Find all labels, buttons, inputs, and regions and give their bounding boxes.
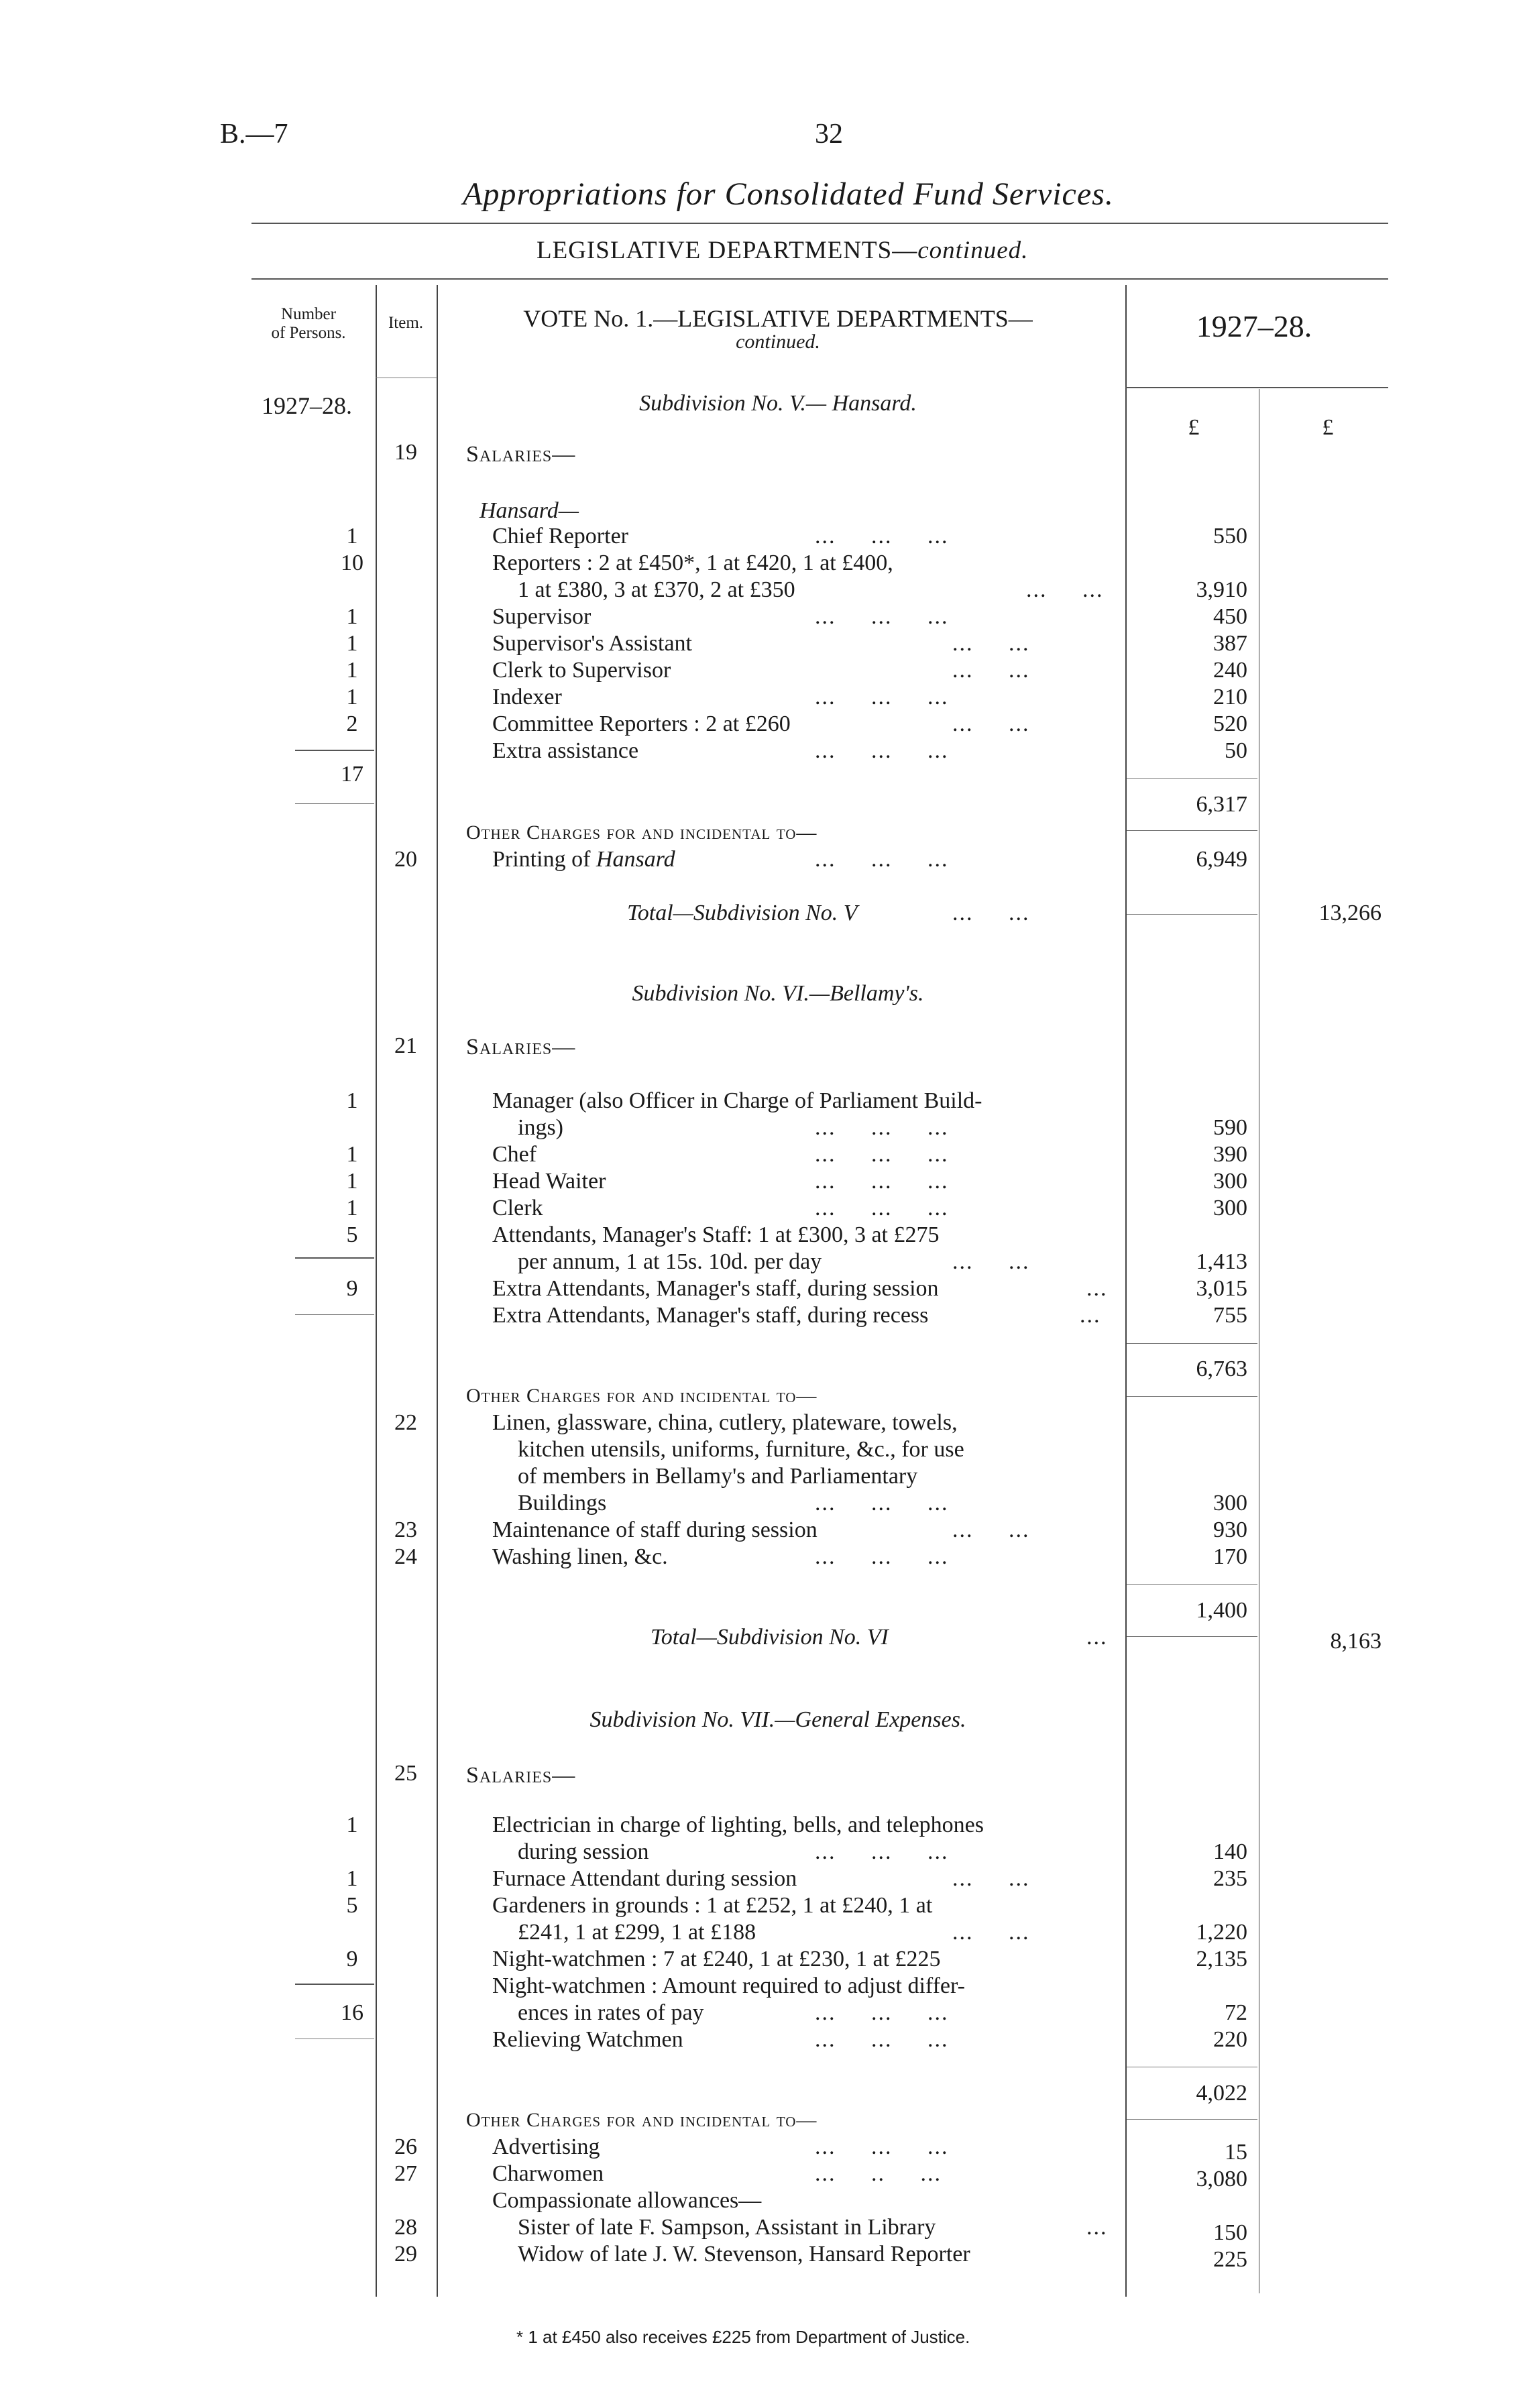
sub6-persons-rule xyxy=(295,1257,374,1259)
col-persons-header xyxy=(251,305,365,343)
leader: ... xyxy=(1009,901,1030,925)
sub7-amount-5: 72 xyxy=(1225,2000,1247,2025)
leader: ... xyxy=(1009,631,1030,656)
leader: ... xyxy=(927,524,949,549)
sub5-item-salaries: 19 xyxy=(394,440,417,465)
leader: ... xyxy=(815,738,836,763)
sub6-leader-6: ... xyxy=(1086,1276,1108,1301)
sub5-row-2b: 1 at £380, 3 at £370, 2 at £350 xyxy=(518,577,795,602)
leader: ... xyxy=(815,1544,836,1569)
leader: ... xyxy=(871,1196,893,1220)
sub5-row-1: Chief Reporter xyxy=(492,524,628,549)
sub5-salaries-total: 6,317 xyxy=(1196,792,1247,817)
leader: ... xyxy=(871,2134,893,2159)
sub6-row-1b: ings) xyxy=(518,1115,563,1140)
sub7-leader-o2 xyxy=(815,2161,942,2187)
sub5-row-7: Committee Reporters : 2 at £260 xyxy=(492,711,791,736)
sub5-total: 13,266 xyxy=(1318,901,1382,925)
sub6-persons-3: 1 xyxy=(346,1169,358,1194)
leader: ... xyxy=(1009,1517,1030,1542)
sub6-other-2-amount: 930 xyxy=(1213,1517,1247,1542)
hansard-italic: Hansard xyxy=(596,847,675,872)
sub7-persons-total: 16 xyxy=(341,2000,363,2025)
sub6-item-salaries: 21 xyxy=(394,1033,417,1058)
sub7-leader-5 xyxy=(815,2000,949,2026)
sub6-other-1-line1: Linen, glassware, china, cutlery, plateware, towels, xyxy=(492,1410,958,1435)
sub6-other-total: 1,400 xyxy=(1196,1598,1247,1623)
sub6-other-heading: Other Charges for and incidental to— xyxy=(466,1385,818,1407)
leader: ... xyxy=(1009,1920,1030,1945)
sub5-persons-3: 1 xyxy=(346,604,358,629)
sub6-leader-3 xyxy=(815,1168,949,1195)
sub6-other-1-amount: 300 xyxy=(1213,1491,1247,1515)
leader: ... xyxy=(927,1544,949,1569)
sub7-advertising: Advertising xyxy=(492,2134,600,2159)
sub5-persons-6: 1 xyxy=(346,685,358,709)
sub6-amount-4: 300 xyxy=(1213,1196,1247,1220)
leader: ... xyxy=(871,847,893,872)
sub6-leader-1 xyxy=(815,1114,949,1141)
leader: ... xyxy=(871,524,893,549)
leader: ... xyxy=(815,685,836,709)
leader: ... xyxy=(871,1491,893,1515)
sub5-amount-2: 3,910 xyxy=(1196,577,1247,602)
sub7-sampson: Sister of late F. Sampson, Assistant in Library xyxy=(518,2215,936,2240)
leader: ... xyxy=(1009,711,1030,736)
sub5-amount-3: 450 xyxy=(1213,604,1247,629)
sub5-leader-6 xyxy=(815,684,949,711)
sub7-row-1: Electrician in charge of lighting, bells, and telephones xyxy=(492,1813,984,1837)
sub6-salaries-total: 6,763 xyxy=(1196,1357,1247,1381)
sub5-persons-rule2 xyxy=(295,803,374,804)
leader: ... xyxy=(927,685,949,709)
pound-sign-total: £ xyxy=(1322,415,1334,440)
col-item-header: Item. xyxy=(388,314,424,332)
sub6-total-rule xyxy=(1127,1636,1257,1637)
sub5-group-label: Hansard— xyxy=(480,498,579,523)
sub5-printing: Printing of Hansard xyxy=(492,847,675,872)
page-number: 32 xyxy=(815,119,843,150)
sub7-row-3b: £241, 1 at £299, 1 at £188 xyxy=(518,1920,756,1945)
leader: ... xyxy=(815,847,836,872)
sub7-amount-2: 235 xyxy=(1213,1866,1247,1891)
sub5-amount-8: 50 xyxy=(1225,738,1247,763)
sub7-leader-2 xyxy=(952,1866,1030,1892)
sub5-total-label: Total—Subdivision No. V xyxy=(627,901,858,925)
sub6-leader-4 xyxy=(815,1195,949,1222)
pound-sign-amount: £ xyxy=(1188,415,1200,440)
sub6-persons-rule2 xyxy=(295,1314,374,1315)
sub6-heading: Subdivision No. VI.—Bellamy's. xyxy=(632,981,924,1006)
sub7-item-29: 29 xyxy=(394,2242,417,2267)
sub5-heading: Subdivision No. V.— Hansard. xyxy=(639,391,917,416)
sub5-salaries-rule2 xyxy=(1127,830,1257,831)
col-vote-header xyxy=(443,305,1113,352)
leader: ... xyxy=(952,1866,974,1891)
sub6-amount-7: 755 xyxy=(1213,1303,1247,1328)
sub6-total: 8,163 xyxy=(1330,1629,1382,1654)
sub7-persons-2: 1 xyxy=(346,1866,358,1891)
sub7-row-1b: during session xyxy=(518,1839,649,1864)
leader: ... xyxy=(927,1196,949,1220)
leader: ... xyxy=(815,2161,836,2186)
sub6-persons-2: 1 xyxy=(346,1142,358,1167)
persons-year: 1927–28. xyxy=(262,392,352,419)
sub5-leader-total xyxy=(952,900,1030,927)
leader: ... xyxy=(1009,658,1030,683)
sub5-amount-1: 550 xyxy=(1213,524,1247,549)
sub5-leader-8 xyxy=(815,738,949,764)
sub6-leader-7: ... xyxy=(1080,1303,1101,1328)
sub5-leader-printing xyxy=(815,846,949,873)
sub5-persons-2: 10 xyxy=(341,551,363,575)
sub7-amount-3: 1,220 xyxy=(1196,1920,1247,1945)
sub6-other-1-line3: of members in Bellamy's and Parliamentary xyxy=(518,1464,918,1489)
sub7-leader-3 xyxy=(952,1919,1030,1946)
sub6-total-label: Total—Subdivision No. VI xyxy=(651,1625,889,1650)
leader: ... xyxy=(952,1920,974,1945)
sub7-row-2: Furnace Attendant during session xyxy=(492,1866,797,1891)
sub6-item-23: 23 xyxy=(394,1517,417,1542)
leader: ... xyxy=(871,604,893,629)
document-reference: B.—7 xyxy=(220,119,288,150)
table-top-rule xyxy=(251,278,1388,280)
sub5-row-5: Clerk to Supervisor xyxy=(492,658,671,683)
sub6-amount-5: 1,413 xyxy=(1196,1249,1247,1274)
sub5-persons-1: 1 xyxy=(346,524,358,549)
page-subtitle xyxy=(537,236,1028,265)
leader: ... xyxy=(927,1491,949,1515)
sub7-stevenson-amount: 225 xyxy=(1213,2247,1247,2272)
sub7-item-27: 27 xyxy=(394,2161,417,2186)
leader: ... xyxy=(952,631,974,656)
leader: ... xyxy=(815,2027,836,2052)
sub7-sampson-amount: 150 xyxy=(1213,2220,1247,2245)
leader: ... xyxy=(871,1544,893,1569)
sub6-other-3: Washing linen, &c. xyxy=(492,1544,668,1569)
sub7-persons-4: 9 xyxy=(346,1947,358,1971)
sub5-persons-total: 17 xyxy=(341,762,363,787)
leader: ... xyxy=(952,1517,974,1542)
leader: ... xyxy=(1009,1866,1030,1891)
sub6-amount-1: 590 xyxy=(1213,1115,1247,1140)
sub6-item-22: 22 xyxy=(394,1410,417,1435)
leader: ... xyxy=(952,658,974,683)
leader: ... xyxy=(952,711,974,736)
sub6-persons-4: 1 xyxy=(346,1196,358,1220)
sub5-leader-1 xyxy=(815,523,949,550)
sub5-amount-5: 240 xyxy=(1213,658,1247,683)
col-year-header: 1927–28. xyxy=(1196,309,1312,343)
sub7-persons-1: 1 xyxy=(346,1813,358,1837)
sub7-amount-1: 140 xyxy=(1213,1839,1247,1864)
leader: .. xyxy=(871,2161,885,2186)
sub5-salaries-rule xyxy=(1127,778,1257,779)
sub7-charwomen: Charwomen xyxy=(492,2161,604,2186)
sub6-item-24: 24 xyxy=(394,1544,417,1569)
sub6-leader-o1 xyxy=(815,1490,949,1517)
leader: ... xyxy=(815,1142,836,1167)
leader: ... xyxy=(927,1839,949,1864)
leader: ... xyxy=(815,1491,836,1515)
sub6-row-1: Manager (also Officer in Charge of Parliament Build- xyxy=(492,1088,982,1113)
year-header-rule xyxy=(1125,387,1388,388)
sub7-item-salaries: 25 xyxy=(394,1761,417,1786)
sub5-persons-rule xyxy=(295,750,374,751)
footnote: * 1 at £450 also receives £225 from Department of Justice. xyxy=(516,2327,970,2347)
sub7-row-4: Night-watchmen : 7 at £240, 1 at £230, 1 at £225 xyxy=(492,1947,941,1971)
subtitle-main: LEGISLATIVE DEPARTMENTS— xyxy=(537,237,918,264)
sub6-row-3: Head Waiter xyxy=(492,1169,606,1194)
sub6-other-3-amount: 170 xyxy=(1213,1544,1247,1569)
sub5-row-6: Indexer xyxy=(492,685,562,709)
sub7-leader-c1: ... xyxy=(1086,2215,1108,2240)
sub6-other-1-line2: kitchen utensils, uniforms, furniture, &c., for use xyxy=(518,1437,964,1462)
sub5-row-2: Reporters : 2 at £450*, 1 at £420, 1 at £400, xyxy=(492,551,893,575)
sub6-row-7: Extra Attendants, Manager's staff, during recess xyxy=(492,1303,929,1328)
sub5-persons-7: 2 xyxy=(346,711,358,736)
sub7-charwomen-amount: 3,080 xyxy=(1196,2167,1247,2191)
sub6-salaries-rule2 xyxy=(1127,1396,1257,1397)
sub7-salaries-label: Salaries— xyxy=(466,1763,576,1788)
sub7-persons-3: 5 xyxy=(346,1893,358,1918)
rule-desc-amount xyxy=(1125,285,1127,2297)
title-rule xyxy=(251,223,1388,224)
sub5-leader-2 xyxy=(1026,577,1104,604)
sub7-item-26: 26 xyxy=(394,2134,417,2159)
leader: ... xyxy=(927,738,949,763)
leader: ... xyxy=(927,847,949,872)
leader: ... xyxy=(1009,1249,1030,1274)
leader: ... xyxy=(815,2134,836,2159)
sub7-row-6: Relieving Watchmen xyxy=(492,2027,683,2052)
page-title: Appropriations for Consolidated Fund Services. xyxy=(463,176,1114,212)
sub5-amount-6: 210 xyxy=(1213,685,1247,709)
sub7-leader-o1 xyxy=(815,2134,949,2161)
sub7-item-28: 28 xyxy=(394,2215,417,2240)
sub6-persons-total: 9 xyxy=(346,1276,358,1301)
leader: ... xyxy=(1082,577,1104,602)
sub7-salaries-rule2 xyxy=(1127,2119,1257,2120)
sub5-persons-4: 1 xyxy=(346,631,358,656)
leader: ... xyxy=(871,1839,893,1864)
leader: ... xyxy=(815,1839,836,1864)
sub6-other-rule xyxy=(1127,1584,1257,1585)
sub7-stevenson: Widow of late J. W. Stevenson, Hansard Reporter xyxy=(518,2242,970,2267)
sub5-row-4: Supervisor's Assistant xyxy=(492,631,692,656)
leader: ... xyxy=(927,1115,949,1140)
leader: ... xyxy=(952,901,974,925)
leader: ... xyxy=(871,685,893,709)
leader: ... xyxy=(952,1249,974,1274)
sub5-row-8: Extra assistance xyxy=(492,738,639,763)
sub5-row-3: Supervisor xyxy=(492,604,592,629)
sub6-row-5b: per annum, 1 at 15s. 10d. per day xyxy=(518,1249,822,1274)
leader: ... xyxy=(871,738,893,763)
sub5-amount-4: 387 xyxy=(1213,631,1247,656)
sub6-amount-2: 390 xyxy=(1213,1142,1247,1167)
sub6-other-2: Maintenance of staff during session xyxy=(492,1517,818,1542)
leader: ... xyxy=(815,524,836,549)
sub7-compassionate: Compassionate allowances— xyxy=(492,2188,762,2213)
leader: ... xyxy=(871,1142,893,1167)
sub5-item-printing: 20 xyxy=(394,847,417,872)
sub5-amount-7: 520 xyxy=(1213,711,1247,736)
sub7-persons-rule xyxy=(295,1984,374,1985)
sub6-other-1-line4: Buildings xyxy=(518,1491,607,1515)
leader: ... xyxy=(927,1169,949,1194)
leader: ... xyxy=(815,1196,836,1220)
vote-line1: VOTE No. 1.—LEGISLATIVE DEPARTMENTS— xyxy=(523,305,1033,332)
sub6-row-6: Extra Attendants, Manager's staff, during session xyxy=(492,1276,939,1301)
sub7-heading: Subdivision No. VII.—General Expenses. xyxy=(589,1707,966,1732)
sub7-row-5: Night-watchmen : Amount required to adjust differ- xyxy=(492,1973,965,1998)
sub5-salaries-label: Salaries— xyxy=(466,442,576,467)
leader: ... xyxy=(920,2161,942,2186)
leader: ... xyxy=(815,2000,836,2025)
sub6-leader-total: ... xyxy=(1086,1625,1108,1650)
sub5-other-heading: Other Charges for and incidental to— xyxy=(466,821,818,844)
sub6-row-5: Attendants, Manager's Staff: 1 at £300, 3 at £275 xyxy=(492,1222,940,1247)
sub6-leader-o2 xyxy=(952,1517,1030,1544)
leader: ... xyxy=(815,1115,836,1140)
sub6-row-4: Clerk xyxy=(492,1196,543,1220)
rule-item-desc xyxy=(437,285,438,2297)
sub6-row-2: Chef xyxy=(492,1142,537,1167)
leader: ... xyxy=(1026,577,1048,602)
sub6-persons-1: 1 xyxy=(346,1088,358,1113)
sub7-leader-6 xyxy=(815,2026,949,2053)
sub7-row-5b: ences in rates of pay xyxy=(518,2000,704,2025)
sub6-salaries-label: Salaries— xyxy=(466,1035,576,1059)
sub5-printing-amount: 6,949 xyxy=(1196,847,1247,872)
sub5-leader-7 xyxy=(952,711,1030,738)
sub7-salaries-total: 4,022 xyxy=(1196,2081,1247,2106)
leader: ... xyxy=(871,1115,893,1140)
sub5-leader-3 xyxy=(815,604,949,630)
leader: ... xyxy=(871,2027,893,2052)
vote-line2: continued. xyxy=(736,331,820,353)
sub7-other-heading: Other Charges for and incidental to— xyxy=(466,2109,818,2131)
sub5-leader-5 xyxy=(952,657,1030,684)
leader: ... xyxy=(927,604,949,629)
sub5-persons-5: 1 xyxy=(346,658,358,683)
sub6-leader-o3 xyxy=(815,1544,949,1570)
sub6-amount-3: 300 xyxy=(1213,1169,1247,1194)
leader: ... xyxy=(927,2134,949,2159)
sub6-leader-2 xyxy=(815,1141,949,1168)
sub7-amount-6: 220 xyxy=(1213,2027,1247,2052)
sub6-persons-5: 5 xyxy=(346,1222,358,1247)
sub7-amount-4: 2,135 xyxy=(1196,1947,1247,1971)
leader: ... xyxy=(815,604,836,629)
sub5-leader-4 xyxy=(952,630,1030,657)
sub7-advertising-amount: 15 xyxy=(1225,2140,1247,2165)
col-persons-line2: of Persons. xyxy=(271,324,346,342)
sub5-total-rule xyxy=(1127,914,1257,915)
sub7-row-3: Gardeners in grounds : 1 at £252, 1 at £240, 1 at xyxy=(492,1893,933,1918)
leader: ... xyxy=(927,2000,949,2025)
col-persons-line1: Number xyxy=(281,305,336,323)
leader: ... xyxy=(871,1169,893,1194)
sub6-amount-6: 3,015 xyxy=(1196,1276,1247,1301)
leader: ... xyxy=(927,1142,949,1167)
sub6-salaries-rule xyxy=(1127,1343,1257,1344)
sub6-leader-5 xyxy=(952,1249,1030,1275)
leader: ... xyxy=(871,2000,893,2025)
subtitle-continued: continued. xyxy=(917,237,1029,264)
sub7-leader-1 xyxy=(815,1839,949,1866)
leader: ... xyxy=(927,2027,949,2052)
leader: ... xyxy=(815,1169,836,1194)
